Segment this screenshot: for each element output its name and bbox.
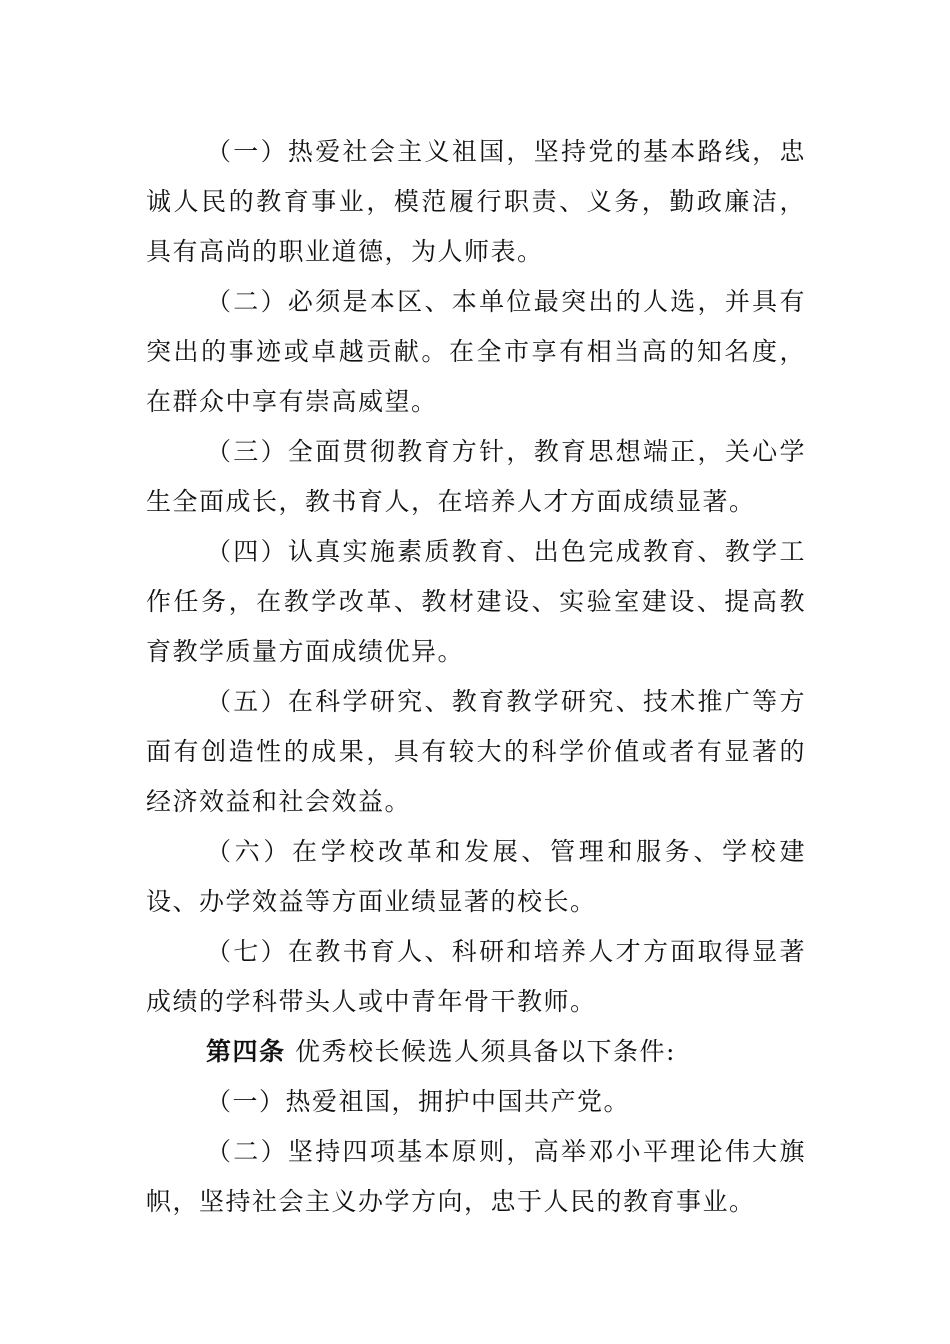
condition-item-2: （二）坚持四项基本原则，高举邓小平理论伟大旗帜，坚持社会主义办学方向，忠于人民的教育事业。 [146,1137,806,1216]
article-4-text: 优秀校长候选人须具备以下条件: [285,1037,676,1066]
paragraph-item-4: （四）认真实施素质教育、出色完成教育、教学工作任务，在教学改革、教材建设、实验室建设、提高教育教学质量方面成绩优异。 [146,537,806,666]
paragraph-item-7: （七）在教书育人、科研和培养人才方面取得显著成绩的学科带头人或中青年骨干教师。 [146,937,806,1016]
paragraph-item-6: （六）在学校改革和发展、管理和服务、学校建设、办学效益等方面业绩显著的校长。 [146,837,806,916]
paragraph-item-2: （二）必须是本区、本单位最突出的人选，并具有突出的事迹或卓越贡献。在全市享有相当高的知名度，在群众中享有崇高威望。 [146,287,806,416]
paragraph-item-1: （一）热爱社会主义祖国，坚持党的基本路线，忠诚人民的教育事业，模范履行职责、义务，勤政廉洁，具有高尚的职业道德，为人师表。 [146,137,806,266]
document-body [146,127,806,1227]
paragraph-item-3: （三）全面贯彻教育方针，教育思想端正，关心学生全面成长，教书育人，在培养人才方面成绩显著。 [146,437,806,516]
paragraph-item-5: （五）在科学研究、教育教学研究、技术推广等方面有创造性的成果，具有较大的科学价值或者有显著的经济效益和社会效益。 [146,687,806,816]
article-4-paragraph [146,1027,806,1077]
article-4-heading: 第四条 [206,1037,286,1066]
condition-item-1: （一）热爱祖国，拥护中国共产党。 [206,1087,631,1116]
